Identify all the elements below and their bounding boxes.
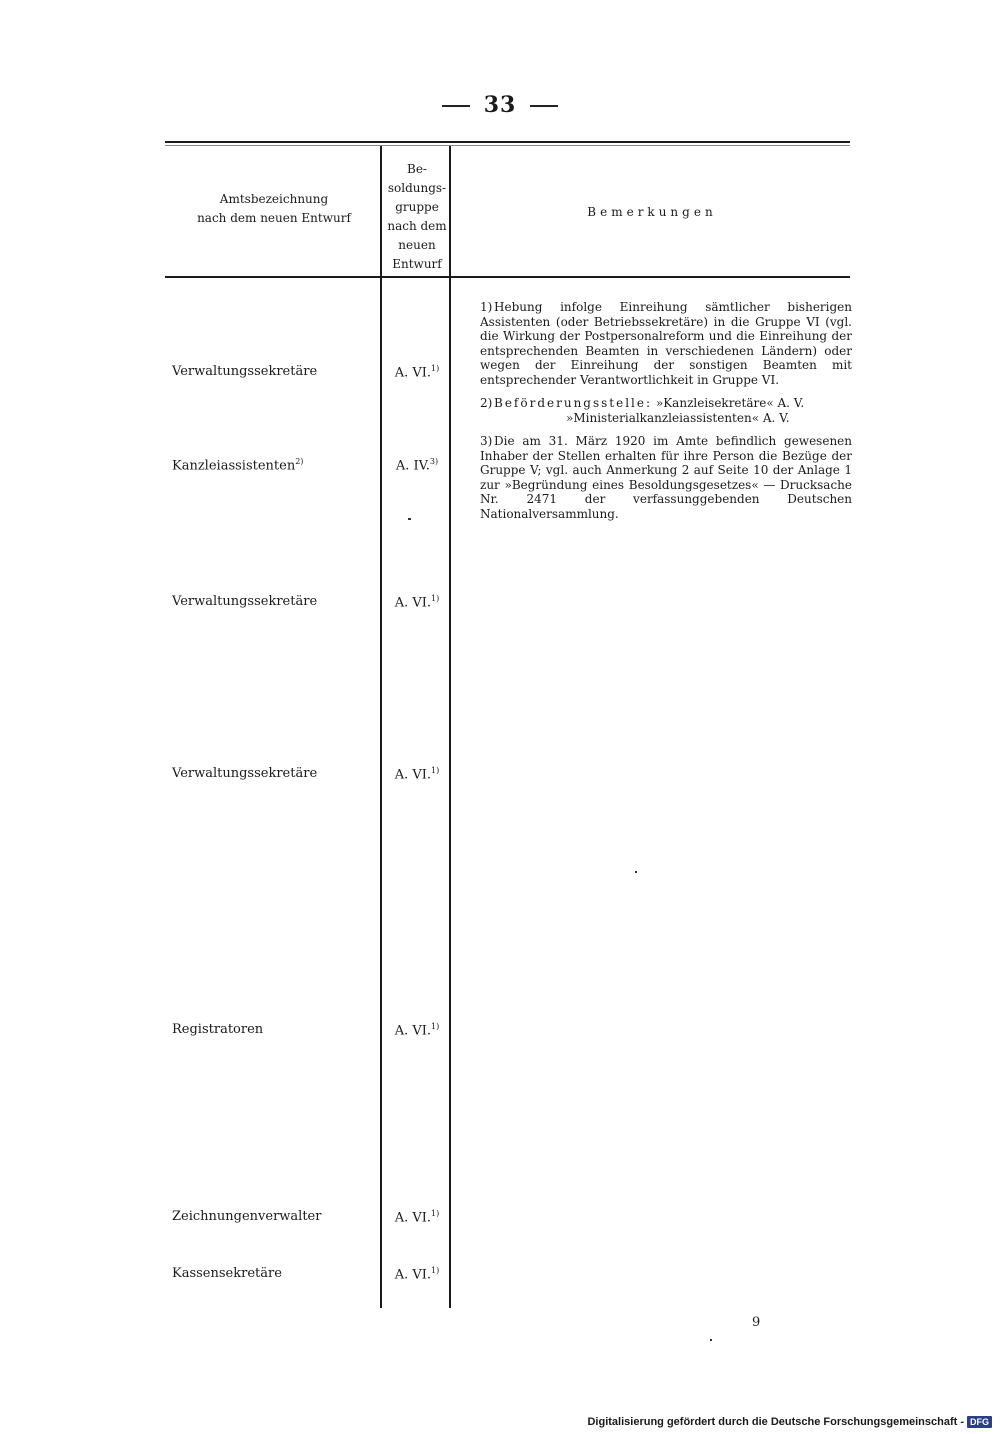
row-title: Verwaltungssekretäre bbox=[172, 594, 318, 609]
note-3: 3) Die am 31. März 1920 im Amte befindlich gewesenen Inhaber der Stellen erhalten für ihre Person die Bezüge der Gruppe V; vgl. auch Anmerkung 2 auf Seite 10 der Anlage 1 zur »Begründung eines Besoldungsgesetzes« — Drucksache Nr. 2471 der verfassunggebenden Deutschen Nationalversammlung. bbox=[480, 434, 852, 521]
row-grade: A. VI.$^{1)}$ bbox=[394, 766, 440, 783]
row-title: Kassensekretäre bbox=[172, 1266, 282, 1281]
header-official-title: Amtsbezeichnung nach dem neuen Entwurf bbox=[197, 192, 351, 225]
header-bottom-rule bbox=[165, 276, 850, 278]
row-grade: A. VI.$^{1)}$ bbox=[394, 364, 440, 381]
header-remarks: Bemerkungen bbox=[587, 205, 717, 219]
table-top-rule-thin bbox=[165, 145, 850, 146]
note-2: 2) Beförderungsstelle: »Kanzleisekretäre« A. V. »Ministerialkanzleiassistenten« A. V. bbox=[480, 396, 805, 425]
row-title: Verwaltungssekretäre bbox=[172, 364, 318, 379]
dfg-logo: DFG bbox=[967, 1416, 992, 1428]
scan-speck bbox=[635, 871, 637, 873]
column-divider-right bbox=[449, 146, 451, 1308]
page-number: 33 bbox=[0, 92, 1000, 118]
note-1: 1) Hebung infolge Einreihung sämtlicher bisherigen Assistenten (oder Betriebssekretäre) in die Gruppe VI (vgl. die Wirkung der Postpersonalreform und die Einreihung der entsprechenden Beamten in verschiedenen Ländern) oder wegen der Einreihung der sonstigen Beamten mit entsprechender Verantwortlichkeit in Gruppe VI. bbox=[480, 300, 852, 387]
row-title: Kanzleiassistenten$^{2)}$ bbox=[172, 457, 304, 474]
row-title: Registratoren bbox=[172, 1022, 264, 1037]
dash-left bbox=[442, 105, 470, 107]
row-title: Verwaltungssekretäre bbox=[172, 766, 318, 781]
dash-right bbox=[530, 105, 558, 107]
row-title: Zeichnungenverwalter bbox=[172, 1209, 322, 1224]
row-grade: A. IV.$^{3)}$ bbox=[395, 457, 439, 474]
header-salary-group: Be- soldungs- gruppe nach dem neuen Entwurf bbox=[387, 162, 447, 271]
row-grade: A. VI.$^{1)}$ bbox=[394, 594, 440, 611]
remarks-notes bbox=[480, 300, 852, 530]
scan-speck bbox=[710, 1339, 712, 1341]
row-grade: A. VI.$^{1)}$ bbox=[394, 1022, 440, 1039]
signature-number: 9 bbox=[752, 1315, 761, 1330]
row-grade: A. VI.$^{1)}$ bbox=[394, 1266, 440, 1283]
scan-speck bbox=[408, 518, 411, 520]
table-top-rule bbox=[165, 141, 850, 143]
column-divider-left bbox=[380, 146, 382, 1308]
row-grade: A. VI.$^{1)}$ bbox=[394, 1209, 440, 1226]
digitization-credit: Digitalisierung gefördert durch die Deutsche Forschungsgemeinschaft - DFG bbox=[587, 1416, 992, 1428]
